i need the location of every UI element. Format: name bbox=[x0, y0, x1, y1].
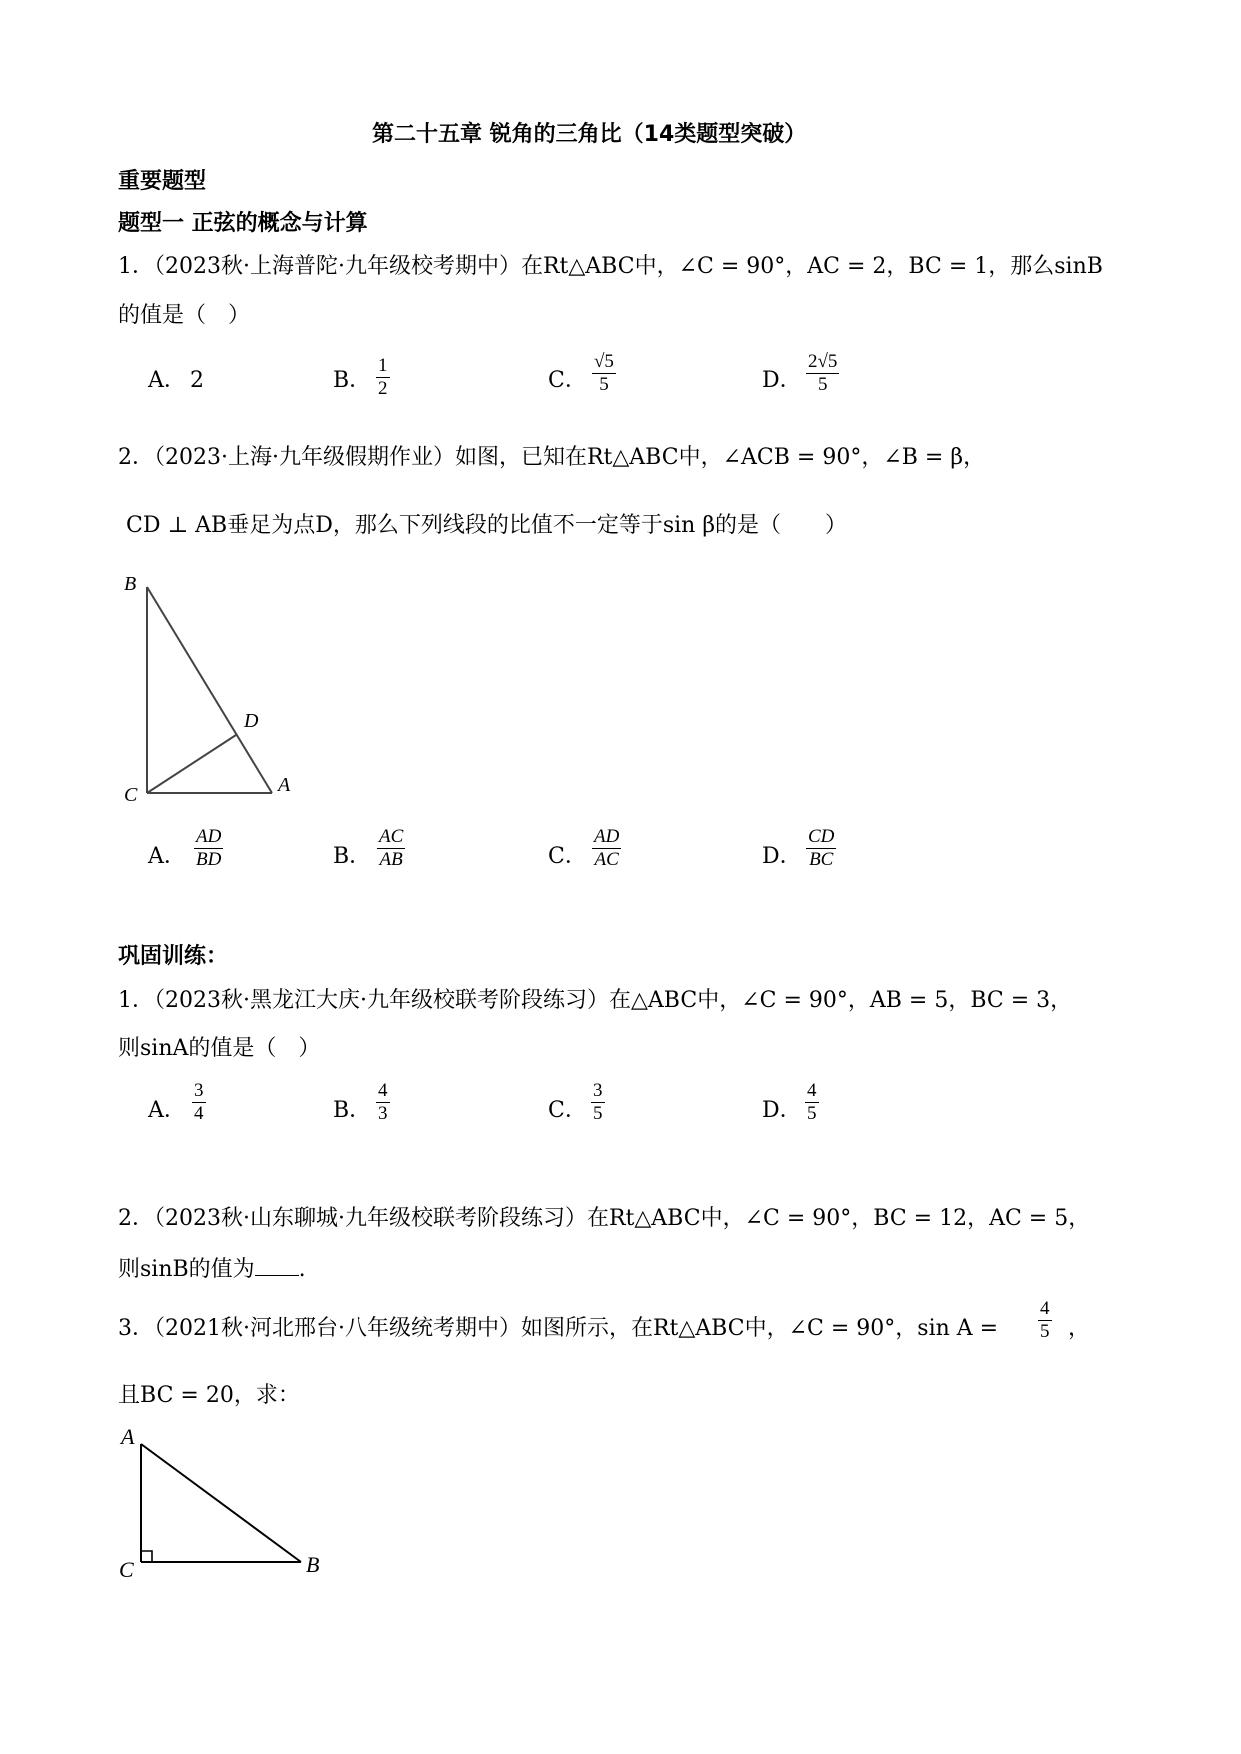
fraction-numerator: 4 bbox=[807, 1080, 817, 1101]
q2-option-b-fraction bbox=[377, 826, 405, 871]
segment-ab bbox=[147, 587, 272, 793]
p3-sin-fraction bbox=[1038, 1298, 1052, 1343]
fraction-denominator: BC bbox=[809, 848, 834, 870]
label-b: B bbox=[124, 573, 137, 595]
q1-option-a-value: 2 bbox=[190, 368, 204, 393]
fraction-numerator: 3 bbox=[593, 1080, 603, 1101]
fraction-denominator: 4 bbox=[194, 1102, 204, 1124]
segment-cd bbox=[147, 735, 236, 793]
q1-option-b-letter[interactable]: B． bbox=[333, 368, 372, 393]
p1-option-a-fraction bbox=[192, 1080, 206, 1125]
fraction-denominator: 2 bbox=[378, 377, 388, 399]
q2-option-b-letter[interactable]: B． bbox=[333, 844, 372, 869]
p2-line2-period: . bbox=[298, 1257, 306, 1282]
label-c: C bbox=[124, 784, 138, 805]
q2-option-a-letter[interactable]: A． bbox=[148, 844, 186, 869]
p3-line1-text: 3．（2021秋·河北邢台·八年级统考期中）如图所示，在Rt△ABC中，∠C = 90°，sin A = bbox=[118, 1316, 999, 1341]
section-heading-practice: 巩固训练： bbox=[118, 944, 229, 969]
fraction-numerator: √5 bbox=[594, 351, 614, 372]
fraction-denominator: AC bbox=[594, 848, 619, 870]
type-heading-1: 题型一 正弦的概念与计算 bbox=[118, 211, 368, 236]
q2-option-d-letter[interactable]: D． bbox=[762, 844, 802, 869]
q1-line2: 的值是（ ） bbox=[118, 303, 251, 328]
p1-option-c-fraction bbox=[591, 1080, 605, 1125]
q1-option-c-letter[interactable]: C． bbox=[548, 368, 587, 393]
label-a: A bbox=[121, 1424, 135, 1449]
fraction-numerator: 1 bbox=[378, 355, 388, 376]
p2-line2-text: 则sinB的值为 bbox=[118, 1257, 255, 1282]
p1-option-d-letter[interactable]: D． bbox=[762, 1098, 802, 1123]
right-angle-mark bbox=[141, 1551, 152, 1562]
label-c: C bbox=[119, 1557, 134, 1580]
q1-option-a-letter[interactable]: A． bbox=[148, 368, 186, 393]
p2-line1: 2．（2023秋·山东聊城·九年级校联考阶段练习）在Rt△ABC中，∠C = 90°，BC = 12，AC = 5， bbox=[118, 1206, 1091, 1231]
fraction-numerator: AC bbox=[379, 826, 404, 847]
p1-option-b-fraction bbox=[376, 1080, 390, 1125]
q2-triangle-figure bbox=[110, 565, 310, 805]
label-b: B bbox=[306, 1552, 320, 1577]
p2-line2 bbox=[118, 1255, 306, 1281]
q1-option-d-letter[interactable]: D． bbox=[762, 368, 802, 393]
p3-line1-comma: ， bbox=[1068, 1316, 1091, 1341]
p1-option-d-fraction bbox=[805, 1080, 819, 1125]
label-d: D bbox=[244, 710, 259, 732]
section-heading-important: 重要题型 bbox=[118, 169, 207, 194]
q2-option-c-fraction bbox=[592, 826, 621, 871]
q1-option-b-fraction bbox=[376, 355, 390, 400]
fraction-numerator: 2√5 bbox=[808, 351, 838, 372]
q2-option-c-letter[interactable]: C． bbox=[548, 844, 587, 869]
fraction-denominator: 3 bbox=[378, 1102, 388, 1124]
p1-line1: 1．（2023秋·黑龙江大庆·九年级校联考阶段练习）在△ABC中，∠C = 90°，AB = 5，BC = 3， bbox=[118, 988, 1073, 1013]
p1-option-a-letter[interactable]: A． bbox=[148, 1098, 186, 1123]
fraction-numerator: 4 bbox=[378, 1080, 388, 1101]
q2-line2: CD ⊥ AB垂足为点D，那么下列线段的比值不一定等于sin β的是（ ） bbox=[126, 513, 848, 538]
p1-option-b-letter[interactable]: B． bbox=[333, 1098, 372, 1123]
q1-option-d-fraction bbox=[806, 351, 839, 396]
page-title: 第二十五章 锐角的三角比（14类题型突破） bbox=[372, 122, 807, 147]
segment-ab bbox=[141, 1444, 301, 1562]
answer-blank[interactable] bbox=[255, 1255, 299, 1276]
q2-option-a-fraction bbox=[194, 826, 223, 871]
p1-line2: 则sinA的值是（ ） bbox=[118, 1036, 321, 1061]
fraction-denominator: 5 bbox=[593, 1102, 603, 1124]
fraction-denominator: 5 bbox=[599, 373, 609, 395]
fraction-denominator: 5 bbox=[1040, 1320, 1050, 1342]
fraction-numerator: CD bbox=[808, 826, 835, 847]
q2-line1: 2．（2023·上海·九年级假期作业）如图，已知在Rt△ABC中，∠ACB = 90°，∠B = β， bbox=[118, 445, 986, 470]
p1-option-c-letter[interactable]: C． bbox=[548, 1098, 587, 1123]
p3-line1 bbox=[118, 1318, 998, 1340]
p3-line2: 且BC = 20，求： bbox=[118, 1383, 300, 1408]
q1-line1: 1．（2023秋·上海普陀·九年级校考期中）在Rt△ABC中，∠C = 90°，AC = 2，BC = 1，那么sinB bbox=[118, 254, 1103, 279]
fraction-denominator: 5 bbox=[807, 1102, 817, 1124]
fraction-numerator: 4 bbox=[1040, 1298, 1050, 1319]
fraction-numerator: 3 bbox=[194, 1080, 204, 1101]
fraction-denominator: AB bbox=[379, 848, 403, 870]
fraction-numerator: AD bbox=[594, 826, 620, 847]
label-a: A bbox=[278, 774, 291, 796]
q2-option-d-fraction bbox=[806, 826, 836, 871]
fraction-denominator: BD bbox=[196, 848, 222, 870]
fraction-numerator: AD bbox=[196, 826, 222, 847]
fraction-denominator: 5 bbox=[817, 373, 828, 395]
q1-option-c-fraction bbox=[592, 351, 616, 396]
p3-triangle-figure bbox=[110, 1420, 330, 1580]
